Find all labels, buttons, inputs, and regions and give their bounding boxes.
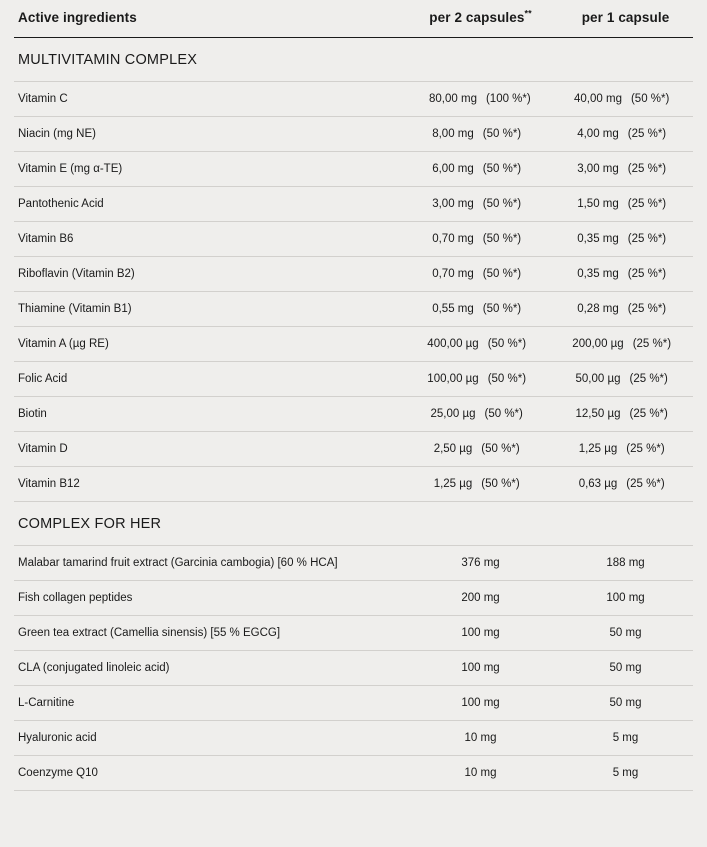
ingredient-name: Vitamin A (µg RE) [14,327,403,362]
amount: 40,00 mg [574,93,622,105]
amount: 1,25 µg [433,478,473,490]
value-per-one-capsule [558,397,693,432]
section-title: COMPLEX FOR HER [14,502,693,546]
table-header [14,0,693,38]
value-per-one-capsule [558,292,693,327]
value-per-one-capsule: 5 mg [558,756,693,791]
table-row [14,546,693,581]
amount: 50,00 µg [575,373,621,385]
percent-nrv: (50 %*) [482,303,522,315]
table-row [14,651,693,686]
value-per-two-capsules: 200 mg [403,581,558,616]
value-per-one-capsule [558,432,693,467]
ingredient-name: Hyaluronic acid [14,721,403,756]
table-header-row [14,0,693,38]
value-per-two-capsules: 10 mg [403,756,558,791]
percent-nrv: (100 %*) [485,93,531,105]
percent-nrv: (50 %*) [482,233,522,245]
amount: 8,00 mg [432,128,474,140]
amount: 200,00 µg [572,338,624,350]
value-per-one-capsule: 50 mg [558,616,693,651]
percent-nrv: (50 %*) [481,443,520,455]
table-row [14,187,693,222]
amount: 3,00 mg [577,163,619,175]
value-per-two-capsules: 10 mg [403,721,558,756]
value-per-two-capsules [403,292,558,327]
value-per-two-capsules [403,187,558,222]
amount: 0,35 mg [577,233,619,245]
table-row [14,152,693,187]
value-per-one-capsule: 50 mg [558,651,693,686]
amount: 0,70 mg [432,268,474,280]
value-per-one-capsule [558,82,693,117]
value-per-one-capsule: 100 mg [558,581,693,616]
value-per-one-capsule: 50 mg [558,686,693,721]
amount: 2,50 µg [433,443,473,455]
column-header-ingredient: Active ingredients [14,0,403,38]
ingredient-name: Riboflavin (Vitamin B2) [14,257,403,292]
amount: 0,63 µg [578,478,618,490]
ingredient-name: Green tea extract (Camellia sinensis) [55 % EGCG] [14,616,403,651]
percent-nrv: (25 %*) [627,198,667,210]
footnote-marker: ** [524,8,532,19]
table-row [14,397,693,432]
percent-nrv: (50 %*) [630,93,670,105]
value-per-two-capsules [403,467,558,502]
value-per-one-capsule [558,152,693,187]
ingredient-name: Folic Acid [14,362,403,397]
amount: 1,50 mg [577,198,619,210]
ingredient-name: Vitamin E (mg α-TE) [14,152,403,187]
percent-nrv: (25 %*) [632,338,672,350]
amount: 0,28 mg [577,303,619,315]
ingredient-name: Vitamin D [14,432,403,467]
amount: 0,70 mg [432,233,474,245]
amount: 400,00 µg [427,338,479,350]
value-per-two-capsules: 100 mg [403,651,558,686]
percent-nrv: (50 %*) [487,373,527,385]
amount: 6,00 mg [432,163,474,175]
table-row [14,616,693,651]
ingredient-name: Vitamin B12 [14,467,403,502]
ingredient-name: Vitamin B6 [14,222,403,257]
section-title: MULTIVITAMIN COMPLEX [14,38,693,82]
section-header-row [14,38,693,82]
percent-nrv: (25 %*) [627,233,667,245]
percent-nrv: (25 %*) [626,478,665,490]
percent-nrv: (25 %*) [626,443,665,455]
amount: 0,55 mg [432,303,474,315]
value-per-two-capsules [403,397,558,432]
ingredient-name: Biotin [14,397,403,432]
value-per-two-capsules [403,432,558,467]
percent-nrv: (25 %*) [627,268,667,280]
percent-nrv: (50 %*) [487,338,527,350]
ingredient-name: Coenzyme Q10 [14,756,403,791]
percent-nrv: (50 %*) [482,268,522,280]
ingredient-name: Pantothenic Acid [14,187,403,222]
table-row [14,222,693,257]
table-row [14,756,693,791]
column-header-per-two-capsules-label: per 2 capsules [429,10,525,25]
active-ingredients-table [14,0,693,791]
ingredient-name: Niacin (mg NE) [14,117,403,152]
value-per-two-capsules: 100 mg [403,616,558,651]
amount: 100,00 µg [427,373,479,385]
percent-nrv: (50 %*) [482,163,522,175]
table-row [14,117,693,152]
value-per-one-capsule [558,362,693,397]
percent-nrv: (25 %*) [627,128,667,140]
value-per-one-capsule [558,222,693,257]
percent-nrv: (50 %*) [484,408,523,420]
table-row [14,467,693,502]
ingredient-name: Thiamine (Vitamin B1) [14,292,403,327]
ingredient-name: Fish collagen peptides [14,581,403,616]
table-row [14,257,693,292]
table-row [14,327,693,362]
column-header-per-one-capsule: per 1 capsule [558,0,693,38]
table-row [14,686,693,721]
value-per-two-capsules [403,362,558,397]
value-per-two-capsules [403,117,558,152]
value-per-two-capsules [403,257,558,292]
value-per-one-capsule [558,257,693,292]
ingredient-name: CLA (conjugated linoleic acid) [14,651,403,686]
percent-nrv: (50 %*) [482,198,522,210]
column-header-per-two-capsules [403,0,558,38]
table-row [14,432,693,467]
amount: 80,00 mg [429,93,477,105]
percent-nrv: (25 %*) [627,163,667,175]
value-per-two-capsules: 376 mg [403,546,558,581]
value-per-two-capsules [403,222,558,257]
percent-nrv: (25 %*) [629,408,668,420]
value-per-one-capsule [558,467,693,502]
value-per-one-capsule [558,187,693,222]
value-per-two-capsules [403,152,558,187]
amount: 12,50 µg [575,408,621,420]
amount: 3,00 mg [432,198,474,210]
value-per-one-capsule: 188 mg [558,546,693,581]
ingredient-name: Malabar tamarind fruit extract (Garcinia cambogia) [60 % HCA] [14,546,403,581]
value-per-two-capsules [403,82,558,117]
ingredient-name: Vitamin C [14,82,403,117]
percent-nrv: (50 %*) [481,478,520,490]
amount: 1,25 µg [578,443,618,455]
percent-nrv: (25 %*) [629,373,668,385]
table-row [14,581,693,616]
value-per-one-capsule: 5 mg [558,721,693,756]
value-per-two-capsules: 100 mg [403,686,558,721]
value-per-two-capsules [403,327,558,362]
table-row [14,362,693,397]
amount: 0,35 mg [577,268,619,280]
table-row [14,721,693,756]
ingredient-name: L-Carnitine [14,686,403,721]
percent-nrv: (50 %*) [482,128,522,140]
section-header-row [14,502,693,546]
value-per-one-capsule [558,117,693,152]
table-row [14,82,693,117]
amount: 25,00 µg [430,408,476,420]
value-per-one-capsule [558,327,693,362]
table-body [14,38,693,791]
table-row [14,292,693,327]
percent-nrv: (25 %*) [627,303,667,315]
amount: 4,00 mg [577,128,619,140]
